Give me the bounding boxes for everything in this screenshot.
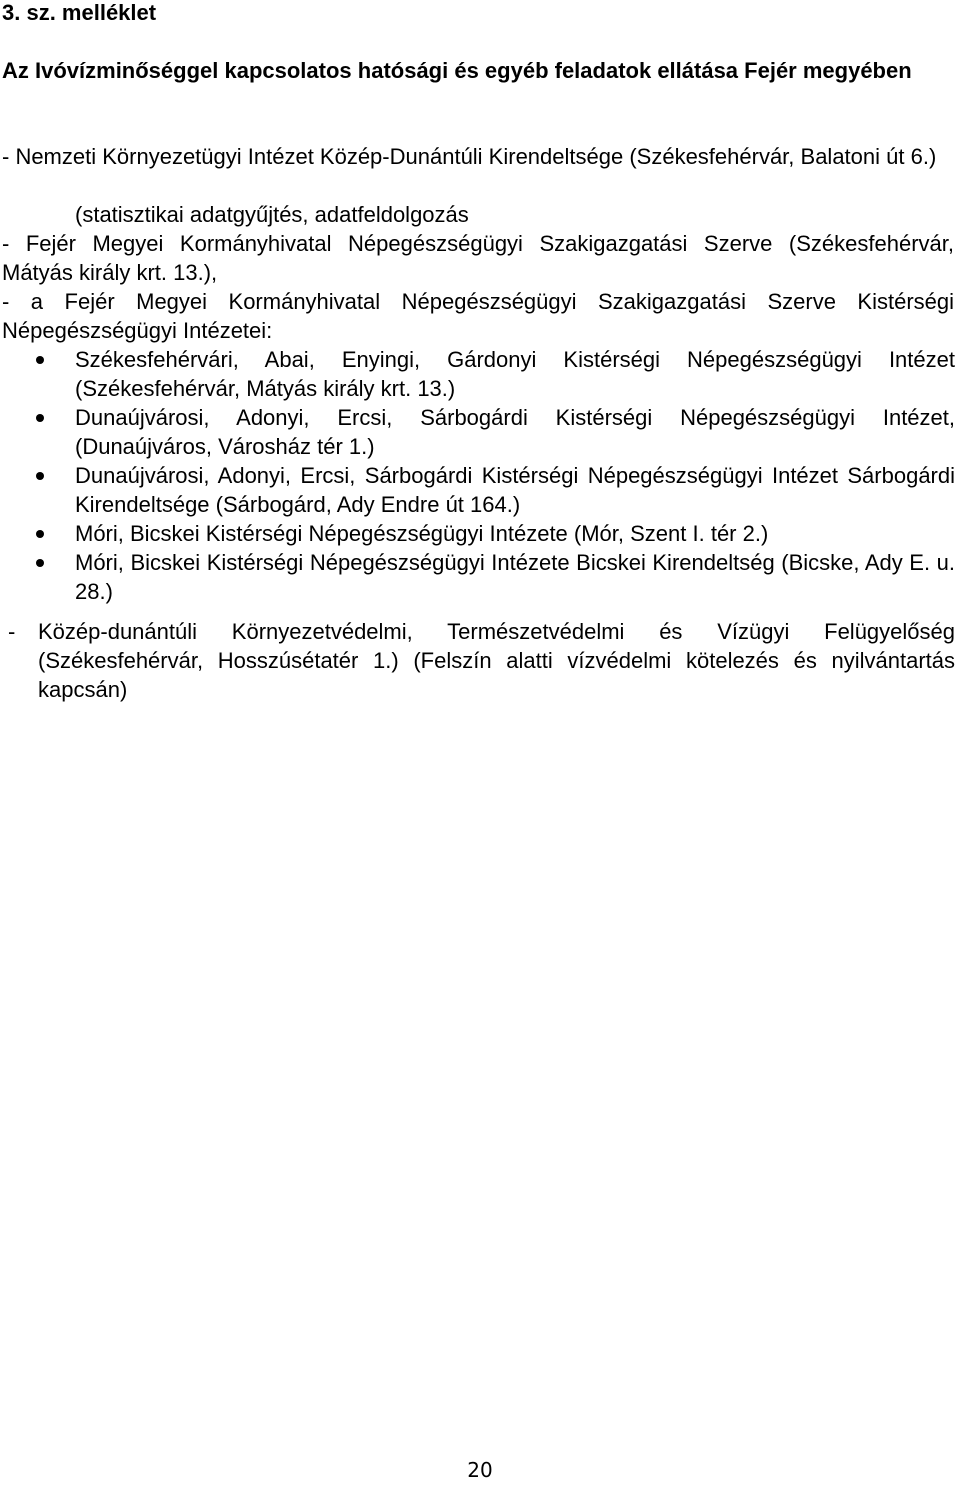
bullet-icon	[36, 530, 44, 538]
bullet-icon	[36, 472, 44, 480]
dash-marker: -	[8, 619, 16, 644]
document-title: Az Ivóvízminőséggel kapcsolatos hatósági és egyéb feladatok ellátása Fejér megyében	[2, 58, 912, 83]
list-item-text: Dunaújvárosi, Adonyi, Ercsi, Sárbogárdi Kistérségi Népegészségügyi Intézet, (Dunaújváros, Városház tér 1.)	[75, 405, 955, 459]
list-item-text: Móri, Bicskei Kistérségi Népegészségügyi Intézete (Mór, Szent I. tér 2.)	[75, 521, 769, 546]
list-item	[0, 461, 955, 519]
bullet-icon	[36, 559, 44, 567]
list-item	[0, 345, 955, 403]
page-number: 20	[467, 1458, 493, 1482]
list-item-text: Dunaújvárosi, Adonyi, Ercsi, Sárbogárdi Kistérségi Népegészségügyi Intézet Sárbogárdi Kirendeltsége (Sárbogárd, Ady Endre út 164.)	[75, 463, 955, 517]
entry-felugyeloseg	[2, 617, 954, 704]
entry-nki-role: (statisztikai adatgyűjtés, adatfeldolgozás	[75, 202, 469, 227]
list-item	[0, 548, 955, 606]
institute-list	[0, 345, 960, 606]
entry-felugyeloseg-text: Közép-dunántúli Környezetvédelmi, Természetvédelmi és Vízügyi Felügyelőség (Székesfehérvár, Hosszúsétatér 1.) (Felszín alatti vízvédelmi kötelezés és nyilvántartás kapcsán)	[38, 619, 955, 702]
bullet-icon	[36, 356, 44, 364]
list-item	[0, 519, 955, 548]
list-item	[0, 403, 955, 461]
entry-kormanyhivatal: - Fejér Megyei Kormányhivatal Népegészségügyi Szakigazgatási Szerve (Székesfehérvár, Mátyás király krt. 13.),	[2, 231, 954, 285]
entry-kisterseg-intro: - a Fejér Megyei Kormányhivatal Népegészségügyi Szakigazgatási Szerve Kistérségi Népegészségügyi Intézetei:	[2, 289, 954, 343]
annex-label: 3. sz. melléklet	[2, 0, 157, 25]
entry-nki: - Nemzeti Környezetügyi Intézet Közép-Dunántúli Kirendeltsége (Székesfehérvár, Balatoni út 6.)	[2, 144, 937, 169]
list-item-text: Székesfehérvári, Abai, Enyingi, Gárdonyi Kistérségi Népegészségügyi Intézet (Székesfehérvár, Mátyás király krt. 13.)	[75, 347, 955, 401]
list-item-text: Móri, Bicskei Kistérségi Népegészségügyi Intézete Bicskei Kirendeltség (Bicske, Ady E. u. 28.)	[75, 550, 955, 604]
bullet-icon	[36, 414, 44, 422]
